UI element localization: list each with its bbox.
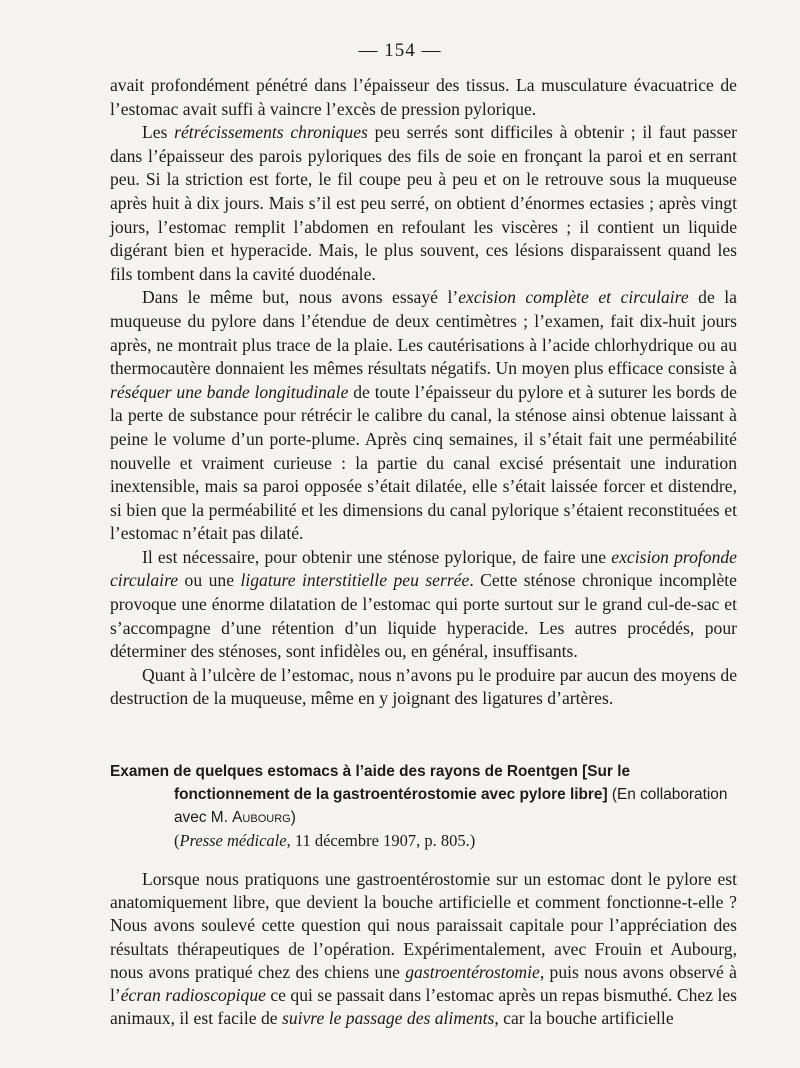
section-heading xyxy=(110,760,737,829)
heading-run: ) xyxy=(290,809,296,826)
section-paragraph xyxy=(110,868,737,1030)
italic-run: suivre le passage des aliments xyxy=(281,1008,495,1029)
italic-run: excision complète et circulaire xyxy=(458,287,689,308)
heading-run: (En collaboration avec M. xyxy=(174,786,728,826)
text-run: de toute l’épaisseur du pylore et à suturer les bords de la perte de substance pour rétrécir le calibre du canal, la sténose ainsi obtenue laissant à peine le volume d’un porte-plume. Après cinq semaines, il s’était fait une perméabilité nouvelle et vraiment curieuse : la partie du canal excisé présentait une induration inextensible, mais sa paroi opposée s’était dilatée, elle s’était laissée forcer et distendre, si bien que la perméabilité et les dimensions du canal pylorique s’étaient reconstituées et l’estomac n’était pas dilaté. xyxy=(110,381,737,544)
paragraph xyxy=(110,546,737,664)
italic-run: excision profonde circulaire xyxy=(110,546,737,591)
body-text xyxy=(110,74,737,711)
text-run: Dans le même but, nous avons essayé l’ xyxy=(142,287,459,308)
text-run: Quant à l’ulcère de l’estomac, nous n’avons pu le produire par aucun des moyens de destruction de la muqueuse, même en y joignant des ligatures d’artères. xyxy=(110,664,737,709)
italic-run: gastroentérostomie xyxy=(405,961,540,982)
text-run: . Cette sténose chronique incomplète provoque une énorme dilatation de l’estomac qui porte surtout sur le grand cul-de-sac et s’accompagne d’une rétention d’un liquide hyperacide. Les autres procédés, pour déterminer des sténoses, sont infidèles ou, en général, insuffisants. xyxy=(110,570,737,662)
italic-run: écran radioscopique xyxy=(120,985,266,1006)
heading-run: Aubourg xyxy=(232,809,291,826)
text-run: ou une xyxy=(178,570,241,591)
text-run: Les xyxy=(142,122,175,143)
section-source xyxy=(110,829,737,852)
italic-run: Presse médicale xyxy=(179,831,287,850)
paragraph xyxy=(110,121,737,286)
page-number: — 154 — xyxy=(358,40,442,61)
text-run: Il est nécessaire, pour obtenir une sténose pylorique, de faire une xyxy=(142,546,612,567)
text-run: ce qui se passait dans l’estomac après un repas bismuthé. Chez les animaux, il est facile de xyxy=(110,985,737,1029)
text-run: , puis nous avons observé à l’ xyxy=(110,961,737,1006)
source-run: , 11 décembre 1907, p. 805.) xyxy=(286,831,476,850)
section-roentgen xyxy=(110,760,737,1030)
text-run: avait profondément pénétré dans l’épaisseur des tissus. La musculature évacuatrice de l’estomac avait suffi à vaincre l’excès de pression pylorique. xyxy=(110,75,737,119)
text-run: peu serrés sont difficiles à obtenir ; il faut passer dans l’épaisseur des parois pyloriques des fils de soie en fronçant la paroi et en serrant peu. Si la striction est forte, le fil coupe peu à peu et on le retrouve sous la muqueuse après huit à dix jours. Mais s’il est peu serré, on obtient d’énormes ectasies ; après vingt jours, l’estomac remplit l’abdomen en refoulant les viscères ; il contient un liquide digérant bien et hyperacide. Mais, le plus souvent, ces lésions disparaissent quand les fils tombent dans la cavité duodénale. xyxy=(110,122,737,284)
italic-run: réséquer une bande longitudinale xyxy=(110,381,349,402)
paragraph xyxy=(110,286,737,546)
source-run: ( xyxy=(174,831,180,850)
text-run: Lorsque nous pratiquons une gastroentérostomie sur un estomac dont le pylore est anatomiquement libre, que devient la bouche artificielle et comment fonctionne-t-elle ? Nous avons soulevé cette question qui nous paraissait capitale pour l’appréciation des résultats thérapeutiques de l’opération. Expérimentalement, avec Frouin et Aubourg, nous avons pratiqué chez des chiens une xyxy=(110,869,737,982)
text-run: de la muqueuse du pylore dans l’étendue de deux centimètres ; l’examen, fait dix-huit jours après, ne montrait plus trace de la plaie. Les cautérisations à l’acide chlorhydrique ou au thermocautère donnaient les mêmes résultats négatifs. Un moyen plus efficace consiste à xyxy=(110,287,737,379)
paragraph xyxy=(110,664,737,711)
heading-run: Examen de quelques estomacs à l’aide des rayons de Roentgen [Sur le fonctionnement de la gastroentérostomie avec pylore libre] xyxy=(110,763,631,803)
italic-run: ligature interstitielle peu serrée xyxy=(240,570,470,591)
text-run: , car la bouche artificielle xyxy=(494,1008,674,1029)
section-body xyxy=(110,868,737,1030)
italic-run: rétrécissements chroniques xyxy=(174,122,368,143)
paragraph xyxy=(110,74,737,121)
